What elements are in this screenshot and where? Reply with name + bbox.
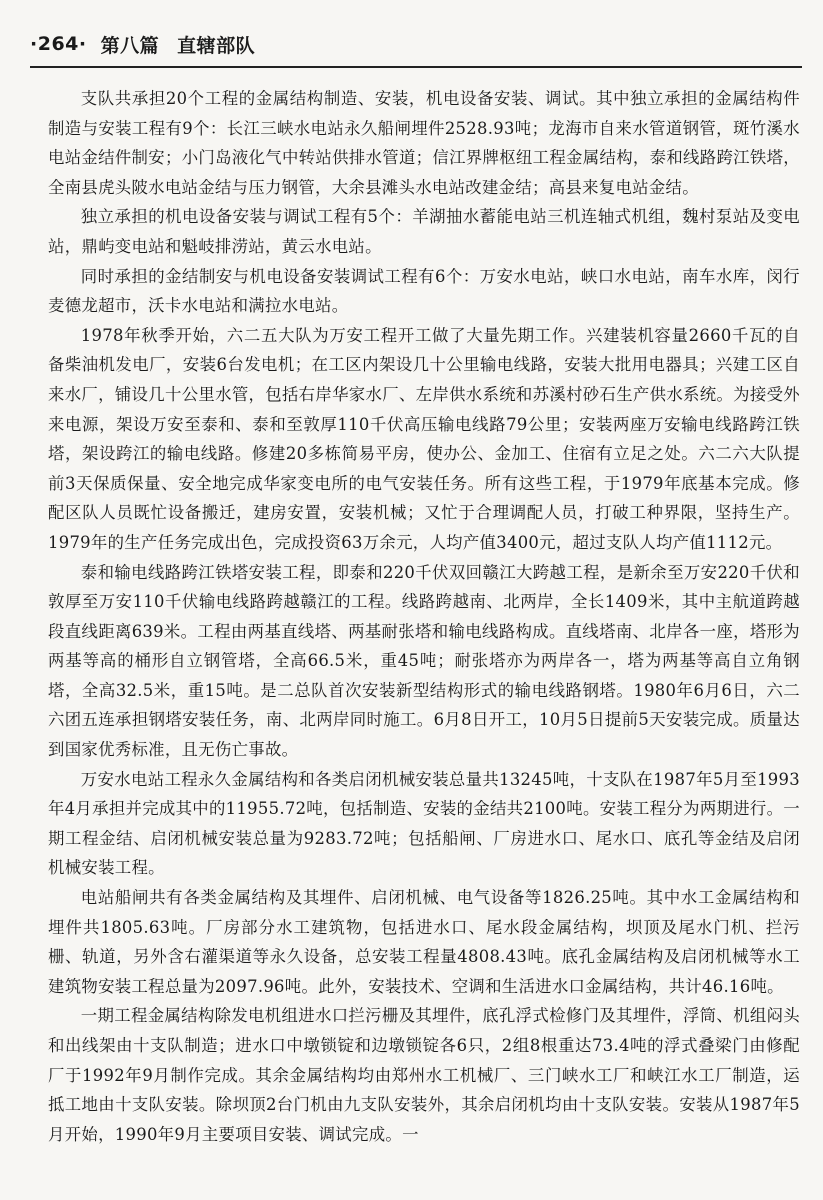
- paragraph: 支队共承担20个工程的金属结构制造、安装，机电设备安装、调试。其中独立承担的金属结构件制造与安装工程有9个：长江三峡水电站永久船闸埋件2528.93吨；龙海市自来水管道钢管，斑竹溪水电站金结件制安；小门岛液化气中转站供排水管道；信江界牌枢纽工程金属结构，泰和线路跨江铁塔，全南县虎头陂水电站金结与压力钢管，大余县滩头水电站改建金结；高县来复电站金结。: [48, 89, 800, 197]
- paragraph: 独立承担的机电设备安装与调试工程有5个：羊湖抽水蓄能电站三机连轴式机组，魏村泵站及变电站，鼎屿变电站和魁岐排涝站，黄云水电站。: [48, 207, 800, 256]
- paragraph: 万安水电站工程永久金属结构和各类启闭机械安装总量共13245吨，十支队在1987年5月至1993年4月承担并完成其中的11955.72吨，包括制造、安装的金结共2100吨。安装工程分为两期进行。一期工程金结、启闭机械安装总量为9283.72吨；包括船闸、厂房进水口、尾水口、底孔等金结及启闭机械安装工程。: [48, 769, 800, 878]
- paragraph: 电站船闸共有各类金属结构及其埋件、启闭机械、电气设备等1826.25吨。其中水工金属结构和埋件共1805.63吨。厂房部分水工建筑物，包括进水口、尾水段金属结构，坝顶及尾水门机、拦污栅、轨道，另外含右灌渠道等永久设备，总安装工程量4808.43吨。底孔金属结构及启闭机械等水工建筑物安装工程总量为2097.96吨。此外，安装技术、空调和生活进水口金属结构，共计46.16吨。: [48, 888, 800, 996]
- paragraph: 同时承担的金结制安与机电设备安装调试工程有6个：万安水电站，峡口水电站，南车水库，闵行麦德龙超市，沃卡水电站和满拉水电站。: [48, 266, 800, 316]
- paragraph: 泰和输电线路跨江铁塔安装工程，即泰和220千伏双回赣江大跨越工程，是新余至万安220千伏和敦厚至万安110千伏输电线路跨越赣江的工程。线路跨越南、北两岸，全长1409米，其中主航道跨越段直线距离639米。工程由两基直线塔、两基耐张塔和输电线路构成。直线塔南、北岸各一座，塔形为两基等高的桶形自立钢管塔，全高66.5米，重45吨；耐张塔亦为两岸各一，塔为两基等高自立角钢塔，全高32.5米，重15吨。是二总队首次安装新型结构形式的输电线路钢塔。1980年6月6日，六二六团五连承担钢塔安装任务，南、北两岸同时施工。6月8日开工，10月5日提前5天安装完成。质量达到国家优秀标准，且无伤亡事故。: [48, 562, 800, 760]
- paragraph: 1978年秋季开始，六二五大队为万安工程开工做了大量先期工作。兴建装机容量2660千瓦的自备柴油机发电厂，安装6台发电机；在工区内架设几十公里输电线路，安装大批用电器具；兴建工区自来水厂，铺设几十公里水管，包括右岸华家水厂、左岸供水系统和苏溪村砂石生产供水系统。为接受外来电源，架设万安至泰和、泰和至敦厚110千伏高压输电线路79公里；安装两座万安输电线路跨江铁塔，架设跨江的输电线路。修建20多栋简易平房，使办公、金加工、住宿有立足之处。六二六大队提前3天保质保量、安全地完成华家变电所的电气安装任务。所有这些工程，于1979年底基本完成。修配区队人员既忙设备搬迁，建房安置，安装机械；又忙于合理调配人员，打破工种界限，坚持生产。1979年的生产任务完成出色，完成投资63万余元，人均产值3400元，超过支队人均产值1112元。: [48, 325, 800, 552]
- paragraph: 一期工程金属结构除发电机组进水口拦污栅及其埋件，底孔浮式检修门及其埋件，浮筒、机组闷头和出线架由十支队制造；进水口中墩锁锭和边墩锁锭各6只，2组8根重达73.4吨的浮式叠梁门由修配厂于1992年9月制作完成。其余金属结构均由郑州水工机械厂、三门峡水工厂和峡江水工厂制造，运抵工地由十支队安装。除坝顶2台门机由九支队安装外，其余启闭机均由十支队安装。安装从1987年5月开始，1990年9月主要项目安装、调试完成。一: [48, 1006, 800, 1144]
- header-rule: [30, 66, 802, 68]
- section-title: 直辖部队: [177, 34, 256, 57]
- running-header: [30, 24, 800, 64]
- body-text: [48, 84, 800, 1194]
- page-number: ·264·: [30, 33, 87, 55]
- part-title: 第八篇: [100, 34, 160, 57]
